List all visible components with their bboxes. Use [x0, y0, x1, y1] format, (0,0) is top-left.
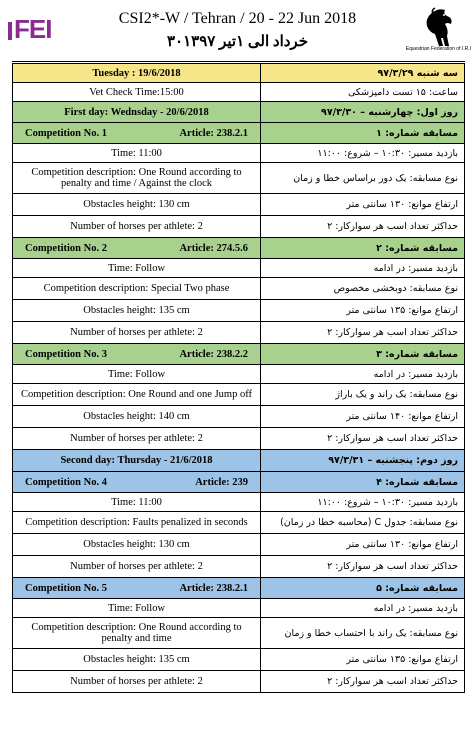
schedule-cell-en: Competition description: Special Two phase [13, 278, 261, 300]
schedule-row [13, 578, 465, 599]
competition-article: Article: 274.5.6 [179, 242, 248, 254]
page-subtitle: ۳۰خرداد الی ۱تیر ۱۳۹۷ [167, 34, 308, 50]
schedule-row [13, 102, 465, 123]
schedule-cell-en [13, 123, 261, 144]
schedule-cell-fa: حداکثر تعداد اسب هر سوارکار: ۲ [261, 556, 465, 578]
schedule-cell-fa: ارتفاع موانع: ۱۳۰ سانتی متر [261, 534, 465, 556]
schedule-row [13, 493, 465, 512]
schedule-row [13, 649, 465, 671]
schedule-cell-en: Number of horses per athlete: 2 [13, 428, 261, 450]
schedule-cell-en: Number of horses per athlete: 2 [13, 322, 261, 344]
competition-header [17, 583, 256, 594]
schedule-cell-en: First day: Wednsday - 20/6/2018 [13, 102, 261, 123]
competition-article: Article: 238.2.1 [179, 127, 248, 139]
schedule-row [13, 618, 465, 649]
schedule-cell-en: Competition description: Faults penalized in seconds [13, 512, 261, 534]
schedule-cell-en: Obstacles height: 135 cm [13, 649, 261, 671]
schedule-cell-en: Obstacles height: 140 cm [13, 406, 261, 428]
schedule-cell-fa: روز اول: چهارشنبه – ۹۷/۳/۳۰ [261, 102, 465, 123]
competition-number: Competition No. 3 [25, 348, 107, 360]
schedule-row [13, 322, 465, 344]
schedule-cell-fa: نوع مسابقه: یک راند و یک باراژ [261, 384, 465, 406]
schedule-cell-fa: حداکثر تعداد اسب هر سوارکار: ۲ [261, 322, 465, 344]
schedule-cell-en: Competition description: One Round and one Jump off [13, 384, 261, 406]
schedule-cell-fa: مسابقه شماره: ۵ [261, 578, 465, 599]
schedule-row [13, 472, 465, 493]
schedule-cell-fa: ارتفاع موانع: ۱۳۵ سانتی متر [261, 649, 465, 671]
schedule-row [13, 671, 465, 693]
schedule-cell-fa: بازدید مسیر: در ادامه [261, 365, 465, 384]
schedule-cell-en: Number of horses per athlete: 2 [13, 671, 261, 693]
schedule-cell-en: Time: Follow [13, 259, 261, 278]
schedule-cell-en [13, 344, 261, 365]
schedule-cell-fa: نوع مسابقه: جدول C (محاسبه خطا در زمان) [261, 512, 465, 534]
competition-number: Competition No. 2 [25, 242, 107, 254]
schedule-row [13, 163, 465, 194]
schedule-cell-fa: ارتفاع موانع: ۱۴۰ سانتی متر [261, 406, 465, 428]
schedule-cell-en: Time: Follow [13, 599, 261, 618]
schedule-cell-fa: بازدید مسیر: ۱۰:۳۰ – شروع: ۱۱:۰۰ [261, 493, 465, 512]
schedule-row [13, 194, 465, 216]
schedule-row [13, 428, 465, 450]
schedule-cell-fa: مسابقه شماره: ۱ [261, 123, 465, 144]
schedule-row [13, 534, 465, 556]
federation-caption: Equestrian Federation of I.R.I [405, 46, 471, 52]
schedule-cell-fa: بازدید مسیر: ۱۰:۳۰ – شروع: ۱۱:۰۰ [261, 144, 465, 163]
schedule-cell-en: Obstacles height: 135 cm [13, 300, 261, 322]
schedule-cell-fa: روز دوم: پنجشنبه – ۹۷/۳/۳۱ [261, 450, 465, 472]
schedule-row [13, 450, 465, 472]
schedule-cell-en: Second day: Thursday - 21/6/2018 [13, 450, 261, 472]
schedule-cell-en: Number of horses per athlete: 2 [13, 216, 261, 238]
horse-logo-icon [409, 6, 465, 50]
schedule-cell-en [13, 238, 261, 259]
schedule-cell-en: Time: 11:00 [13, 493, 261, 512]
schedule-cell-en: Competition description: One Round according to penalty and time [13, 618, 261, 649]
fei-logo-text: FEI [14, 14, 52, 44]
schedule-cell-fa: بازدید مسیر: در ادامه [261, 259, 465, 278]
schedule-cell-en: Tuesday : 19/6/2018 [13, 63, 261, 83]
schedule-cell-fa: سه شنبه ۹۷/۳/۲۹ [261, 63, 465, 83]
schedule-cell-fa: ساعت: ۱۵ تست دامپزشکی [261, 83, 465, 102]
schedule-row [13, 123, 465, 144]
page-title: CSI2*-W / Tehran / 20 - 22 Jun 2018 [118, 10, 357, 27]
schedule-cell-fa: حداکثر تعداد اسب هر سوارکار: ۲ [261, 428, 465, 450]
competition-number: Competition No. 4 [25, 476, 107, 488]
schedule-row [13, 556, 465, 578]
schedule-row [13, 216, 465, 238]
schedule-cell-en: Obstacles height: 130 cm [13, 534, 261, 556]
schedule-row [13, 344, 465, 365]
schedule-cell-en [13, 578, 261, 599]
schedule-row [13, 83, 465, 102]
schedule-cell-fa: نوع مسابقه: یک راند با احتساب خطا و زمان [261, 618, 465, 649]
schedule-cell-fa: مسابقه شماره: ۲ [261, 238, 465, 259]
competition-number: Competition No. 5 [25, 582, 107, 594]
schedule-row [13, 599, 465, 618]
competition-header [17, 477, 256, 488]
schedule-row [13, 512, 465, 534]
schedule-row [13, 384, 465, 406]
schedule-cell-en: Competition description: One Round according to penalty and time / Against the clock [13, 163, 261, 194]
schedule-cell-fa: نوع مسابقه: دوبخشی مخصوص [261, 278, 465, 300]
competition-article: Article: 238.2.2 [179, 348, 248, 360]
schedule-row [13, 238, 465, 259]
competition-header [17, 243, 256, 254]
schedule-row [13, 63, 465, 83]
schedule-cell-fa: مسابقه شماره: ۴ [261, 472, 465, 493]
schedule-cell-en: Time: Follow [13, 365, 261, 384]
schedule-row [13, 144, 465, 163]
competition-article: Article: 238.2.1 [179, 582, 248, 594]
schedule-table [12, 61, 465, 693]
schedule-cell-en [13, 472, 261, 493]
competition-header [17, 349, 256, 360]
schedule-cell-en: Time: 11:00 [13, 144, 261, 163]
competition-header [17, 128, 256, 139]
schedule-cell-fa: ارتفاع موانع: ۱۳۵ سانتی متر [261, 300, 465, 322]
schedule-cell-en: Vet Check Time:15:00 [13, 83, 261, 102]
schedule-row [13, 300, 465, 322]
schedule-cell-fa: بازدید مسیر: در ادامه [261, 599, 465, 618]
schedule-row [13, 406, 465, 428]
schedule-cell-fa: نوع مسابقه: یک دور براساس خطا و زمان [261, 163, 465, 194]
schedule-row [13, 278, 465, 300]
competition-number: Competition No. 1 [25, 127, 107, 139]
schedule-cell-en: Obstacles height: 130 cm [13, 194, 261, 216]
page-header [0, 0, 475, 58]
schedule-cell-fa: ارتفاع موانع: ۱۳۰ سانتی متر [261, 194, 465, 216]
schedule-row [13, 365, 465, 384]
schedule-cell-fa: حداکثر تعداد اسب هر سوارکار: ۲ [261, 216, 465, 238]
schedule-cell-fa: حداکثر تعداد اسب هر سوارکار: ۲ [261, 671, 465, 693]
schedule-cell-en: Number of horses per athlete: 2 [13, 556, 261, 578]
schedule-row [13, 259, 465, 278]
schedule-cell-fa: مسابقه شماره: ۳ [261, 344, 465, 365]
competition-article: Article: 239 [195, 476, 248, 488]
